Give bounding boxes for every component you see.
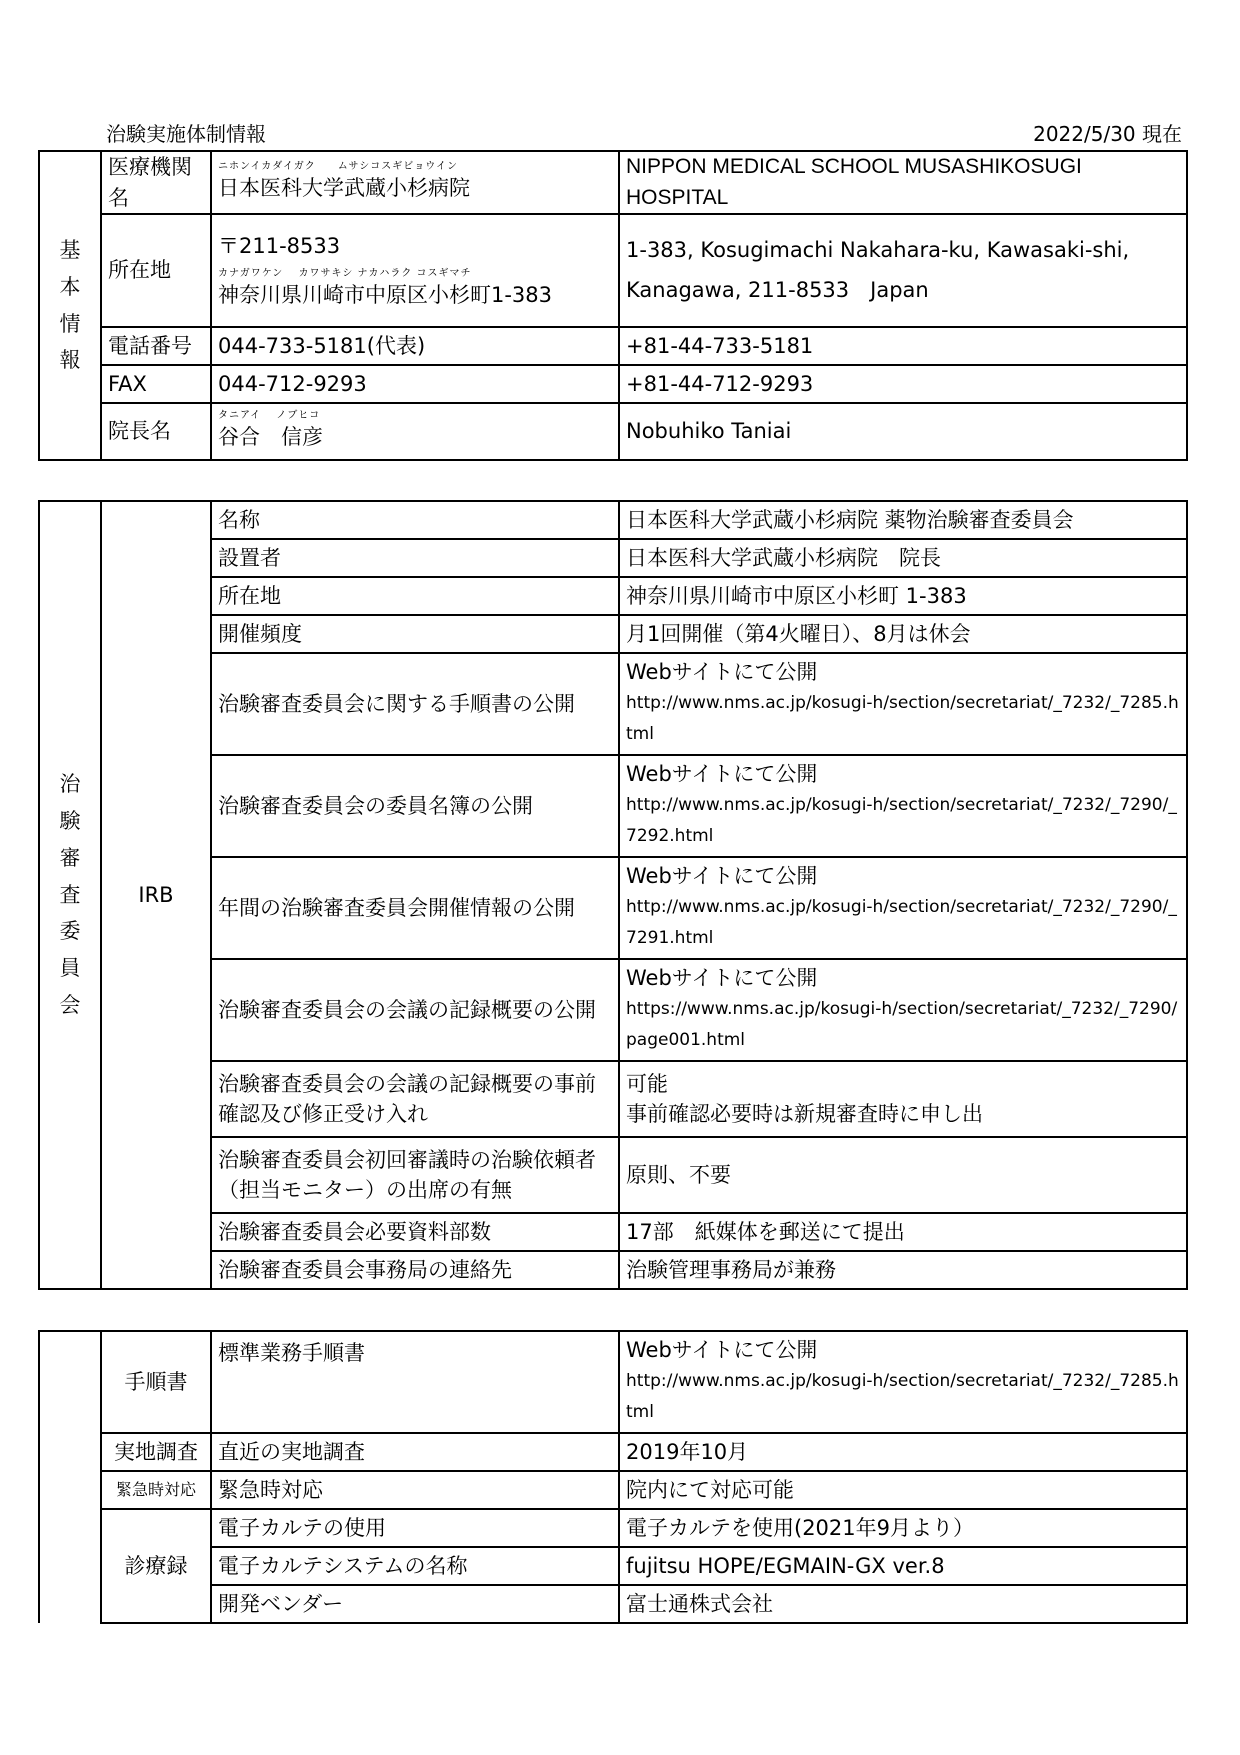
irb-row-label: 治験審査委員会の委員名簿の公開 [211,755,619,857]
address-furigana: カナガワケン カワサキシ ナカハラク コスギマチ [218,267,472,279]
irb-row-value: 月1回開催（第4火曜日）、8月は休会 [619,615,1187,653]
fax-label: FAX [101,365,211,403]
operations-section-cell [39,1331,101,1623]
irb-row-value: Webサイトにて公開 http://www.nms.ac.jp/kosugi-h/section/secretariat/_7232/_7290/_7291.html [619,857,1187,959]
records-row-label: 電子カルテの使用 [211,1509,619,1547]
irb-row-label: 治験審査委員会の会議の記録概要の公開 [211,959,619,1061]
phone-label: 電話番号 [101,327,211,365]
fax-en: +81-44-712-9293 [619,365,1187,403]
irb-row-label: 設置者 [211,539,619,577]
director-en: Nobuhiko Taniai [619,403,1187,460]
facility-name-en: NIPPON MEDICAL SCHOOL MUSASHIKOSUGI HOSPITAL [619,151,1187,214]
irb-row-value: 可能 事前確認必要時は新規審査時に申し出 [619,1061,1187,1137]
facility-name-label: 医療機関名 [101,151,211,214]
roster-link[interactable]: http://www.nms.ac.jp/kosugi-h/section/secretariat/_7232/_7290/_7292.html [626,794,1177,847]
irb-row-value: 日本医科大学武蔵小杉病院 薬物治験審査委員会 [619,501,1187,539]
facility-name-furigana: ニホンイカダイガク ムサシコスギビョウイン [218,161,458,173]
emergency-label: 緊急時対応 [211,1471,619,1509]
operations-table [38,1330,1188,1624]
irb-row-label: 開催頻度 [211,615,619,653]
director-name: 谷合 信彦 [218,425,323,450]
irb-sub-label: IRB [101,501,211,1289]
irb-row-value: 原則、不要 [619,1137,1187,1213]
procedures-group-label: 手順書 [101,1331,211,1433]
irb-row-label: 治験審査委員会初回審議時の治験依頼者（担当モニター）の出席の有無 [211,1137,619,1213]
records-row-label: 開発ベンダー [211,1585,619,1623]
irb-row-value: 神奈川県川崎市中原区小杉町 1-383 [619,577,1187,615]
emergency-group-label: 緊急時対応 [101,1471,211,1509]
irb-row-label: 年間の治験審査委員会開催情報の公開 [211,857,619,959]
fax-jp: 044-712-9293 [211,365,619,403]
irb-row-value: 17部 紙媒体を郵送にて提出 [619,1213,1187,1251]
director-label: 院長名 [101,403,211,460]
inspection-value: 2019年10月 [619,1433,1187,1471]
page-title: 治験実施体制情報 [106,122,266,146]
records-row-value: fujitsu HOPE/EGMAIN-GX ver.8 [619,1547,1187,1585]
irb-row-label: 治験審査委員会に関する手順書の公開 [211,653,619,755]
emergency-value: 院内にて対応可能 [619,1471,1187,1509]
address-jp [211,214,619,327]
records-group-label: 診療録 [101,1509,211,1623]
procedures-label: 標準業務手順書 [211,1331,619,1433]
address-en: 1-383, Kosugimachi Nakahara-ku, Kawasaki-shi, Kanagawa, 211-8533 Japan [619,214,1187,327]
records-row-value: 富士通株式会社 [619,1585,1187,1623]
director-furigana: タニアイ ノブヒコ [218,410,321,422]
inspection-label: 直近の実地調査 [211,1433,619,1471]
address-text: 神奈川県川崎市中原区小杉町1-383 [218,282,553,307]
phone-jp: 044-733-5181(代表) [211,327,619,365]
irb-section-label: 治験審査委員会 [39,501,101,1289]
irb-row-value: Webサイトにて公開 http://www.nms.ac.jp/kosugi-h/section/secretariat/_7232/_7285.html [619,653,1187,755]
irb-row-value: 日本医科大学武蔵小杉病院 院長 [619,539,1187,577]
procedures-link[interactable]: http://www.nms.ac.jp/kosugi-h/section/secretariat/_7232/_7285.html [626,692,1179,745]
irb-row-label: 治験審査委員会の会議の記録概要の事前確認及び修正受け入れ [211,1061,619,1137]
director-jp [211,403,619,460]
irb-row-value: 治験管理事務局が兼務 [619,1251,1187,1289]
irb-table [38,500,1188,1290]
postal-code: 〒211-8533 [218,234,341,259]
basic-info-table [38,150,1188,461]
facility-name-jp [211,151,619,214]
facility-name-text: 日本医科大学武蔵小杉病院 [218,176,470,201]
address-label: 所在地 [101,214,211,327]
irb-row-label: 治験審査委員会必要資料部数 [211,1213,619,1251]
records-row-value: 電子カルテを使用(2021年9月より） [619,1509,1187,1547]
records-row-label: 電子カルテシステムの名称 [211,1547,619,1585]
schedule-link[interactable]: http://www.nms.ac.jp/kosugi-h/section/secretariat/_7232/_7290/_7291.html [626,896,1177,949]
phone-en: +81-44-733-5181 [619,327,1187,365]
irb-row-value: Webサイトにて公開 http://www.nms.ac.jp/kosugi-h/section/secretariat/_7232/_7290/_7292.html [619,755,1187,857]
sop-link[interactable]: http://www.nms.ac.jp/kosugi-h/section/secretariat/_7232/_7285.html [626,1370,1179,1423]
irb-row-value: Webサイトにて公開 https://www.nms.ac.jp/kosugi-h/section/secretariat/_7232/_7290/page001.html [619,959,1187,1061]
basic-info-section-label: 基本情報 [39,151,101,460]
procedures-value: Webサイトにて公開 http://www.nms.ac.jp/kosugi-h/section/secretariat/_7232/_7285.html [619,1331,1187,1433]
irb-row-label: 治験審査委員会事務局の連絡先 [211,1251,619,1289]
minutes-link[interactable]: https://www.nms.ac.jp/kosugi-h/section/secretariat/_7232/_7290/page001.html [626,998,1178,1051]
inspection-group-label: 実地調査 [101,1433,211,1471]
as-of-date: 2022/5/30 現在 [1033,122,1182,146]
irb-row-label: 所在地 [211,577,619,615]
irb-row-label: 名称 [211,501,619,539]
